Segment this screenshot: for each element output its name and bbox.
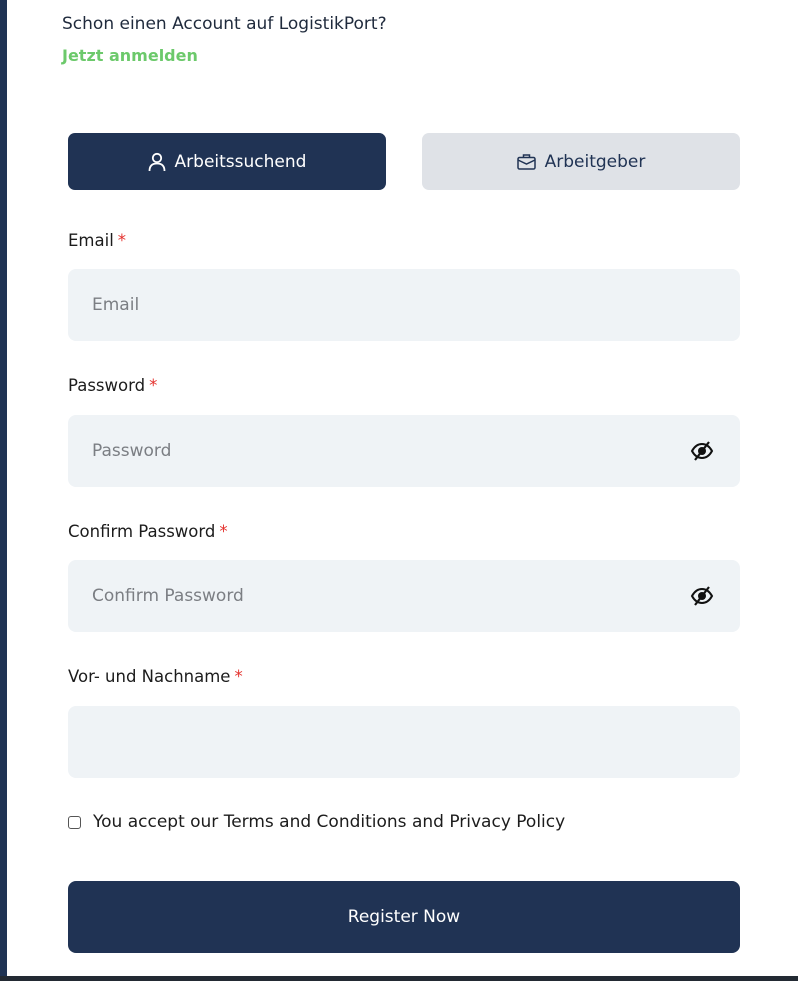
- email-label-text: Email: [68, 231, 114, 250]
- left-edge-bar: [0, 0, 7, 981]
- full-name-label: [68, 667, 243, 686]
- password-label: [68, 376, 157, 395]
- terms-label[interactable]: You accept our Terms and Conditions and Privacy Policy: [93, 812, 566, 832]
- role-tab-employer[interactable]: [422, 133, 740, 190]
- login-link[interactable]: Jetzt anmelden: [62, 46, 198, 65]
- password-field-container: [68, 415, 740, 487]
- user-icon: [148, 152, 166, 172]
- full-name-label-text: Vor- und Nachname: [68, 667, 231, 686]
- confirm-password-label: [68, 522, 228, 541]
- required-marker: *: [219, 522, 228, 541]
- eye-slash-icon[interactable]: [690, 440, 714, 462]
- password-input[interactable]: [68, 415, 740, 487]
- confirm-password-field-container: [68, 560, 740, 632]
- email-input[interactable]: [68, 269, 740, 341]
- required-marker: *: [149, 376, 158, 395]
- account-prompt: Schon einen Account auf LogistikPort?: [62, 14, 387, 34]
- full-name-field-container: [68, 706, 740, 778]
- confirm-password-label-text: Confirm Password: [68, 522, 216, 541]
- full-name-input[interactable]: [68, 706, 740, 778]
- required-marker: *: [117, 231, 127, 250]
- bottom-edge-bar: [0, 976, 798, 981]
- confirm-password-input[interactable]: [68, 560, 740, 632]
- briefcase-icon: [517, 154, 536, 170]
- password-label-text: Password: [68, 376, 146, 395]
- role-tab-label: Arbeitgeber: [544, 151, 646, 172]
- role-tab-job-seeker[interactable]: [68, 133, 386, 190]
- email-label: [68, 231, 126, 250]
- terms-checkbox[interactable]: [68, 816, 81, 829]
- register-button[interactable]: Register Now: [68, 881, 740, 953]
- required-marker: *: [234, 667, 243, 686]
- email-field-container: [68, 269, 740, 341]
- eye-slash-icon[interactable]: [690, 585, 714, 607]
- terms-row: [68, 812, 565, 832]
- role-tab-label: Arbeitssuchend: [174, 151, 307, 172]
